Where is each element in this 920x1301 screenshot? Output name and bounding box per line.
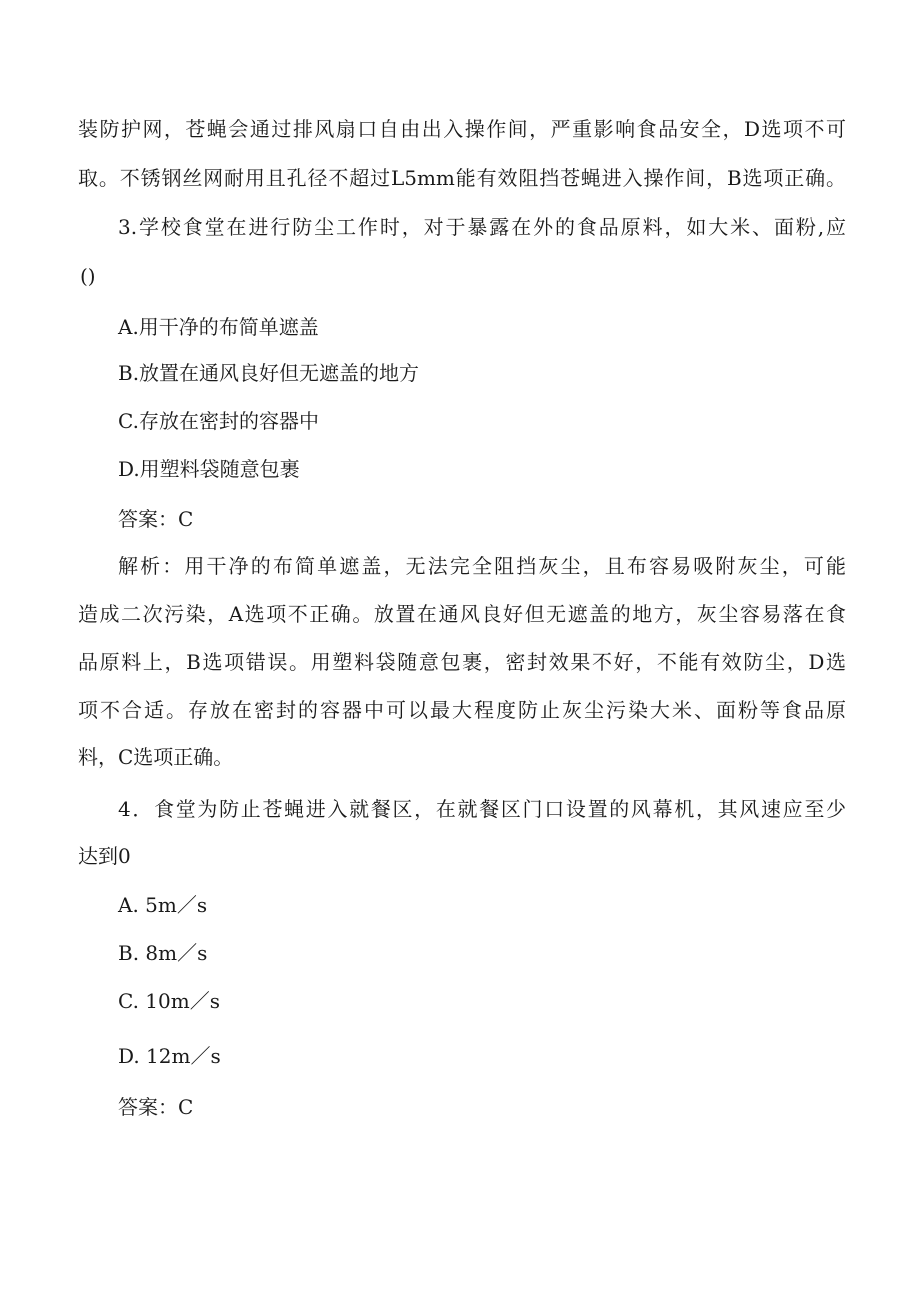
q3-explanation-line-2: 造成二次污染，A选项不正确。放置在通风良好但无遮盖的地方，灰尘容易落在食	[78, 602, 846, 626]
q3-option-c: C.存放在密封的容器中	[118, 409, 319, 433]
q4-stem-line-2: 达到0	[78, 844, 131, 868]
q3-stem-line-1: 3.学校食堂在进行防尘工作时，对于暴露在外的食品原料，如大米、面粉,应	[118, 215, 846, 239]
q3-option-b: B.放置在通风良好但无遮盖的地方	[118, 361, 420, 385]
q3-stem-line-2: ()	[80, 264, 96, 288]
q4-option-d: D. 12m／s	[118, 1044, 221, 1068]
q3-option-a: A.用干净的布简单遮盖	[118, 315, 319, 339]
q3-explanation-line-5: 料，C选项正确。	[78, 745, 234, 769]
q4-stem-line-1: 4．食堂为防止苍蝇进入就餐区，在就餐区门口设置的风幕机，其风速应至少	[118, 797, 846, 821]
q3-explanation-line-1: 解析：用干净的布简单遮盖，无法完全阻挡灰尘，且布容易吸附灰尘，可能	[118, 554, 846, 578]
q4-option-b: B. 8m／s	[118, 941, 208, 965]
q2-explanation-line-2: 取。不锈钢丝网耐用且孔径不超过L5mm能有效阻挡苍蝇进入操作间，B选项正确。	[78, 166, 846, 190]
q3-option-d: D.用塑料袋随意包裹	[118, 457, 300, 481]
q4-option-a: A. 5m／s	[118, 893, 208, 917]
q4-answer: 答案：C	[118, 1095, 194, 1119]
q3-answer: 答案：C	[118, 507, 194, 531]
q2-explanation-line-1: 装防护网，苍蝇会通过排风扇口自由出入操作间，严重影响食品安全，D选项不可	[78, 117, 846, 141]
q4-option-c: C. 10m／s	[118, 989, 220, 1013]
q3-explanation-line-3: 品原料上，B选项错误。用塑料袋随意包裹，密封效果不好，不能有效防尘，D选	[78, 650, 846, 674]
q3-explanation-line-4: 项不合适。存放在密封的容器中可以最大程度防止灰尘污染大米、面粉等食品原	[78, 698, 846, 722]
